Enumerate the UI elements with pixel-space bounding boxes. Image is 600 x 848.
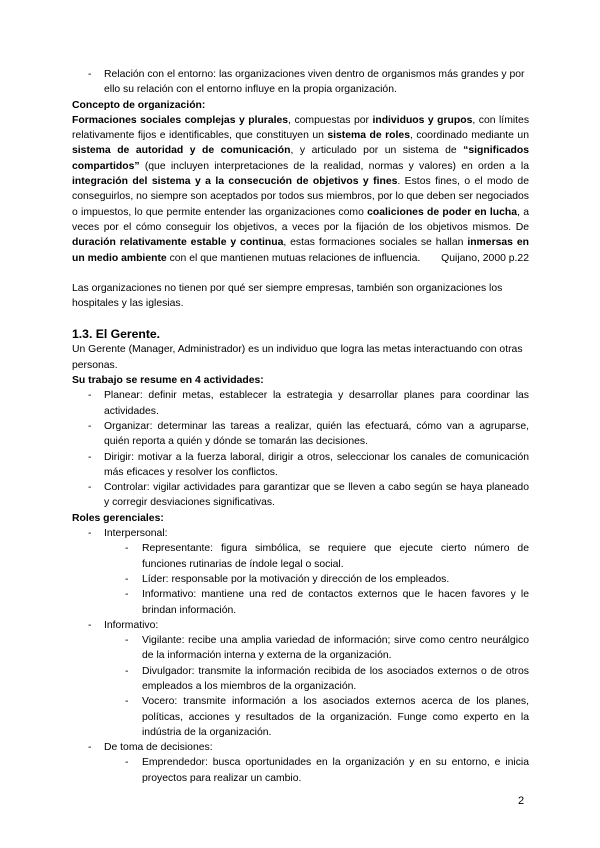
list-item: - Representante: figura simbólica, se requiere que ejecute cierto número de funciones rutinarias de índole legal o social. — [125, 543, 529, 570]
concepto-heading: Concepto de organización: — [72, 99, 206, 111]
list-item: - Divulgador: transmite la información recibida de los asociados externos o de otros empleados a los miembros de la organización. — [125, 665, 529, 692]
decisiones-roles — [72, 755, 529, 786]
list-item: - Líder: responsable por la motivación y dirección de los empleados. — [125, 573, 450, 585]
interpersonal-roles — [72, 541, 529, 617]
note-paragraph: Las organizaciones no tienen por qué ser siempre empresas, también son organizaciones los hospitales y las iglesias. — [72, 282, 503, 310]
list-item: - Controlar: vigilar actividades para garantizar que se lleven a cabo según se haya planeado y corregir desviaciones significativas. — [88, 482, 529, 509]
role-group-interpersonal: - Interpersonal: — [88, 528, 168, 540]
list-item: - Informativo: mantiene una red de contactos externos que le hacen favores y le brindan información. — [125, 589, 529, 616]
role-group-informativo: - Informativo: — [88, 619, 159, 631]
list-item — [72, 67, 529, 98]
list-item: - Planear: definir metas, establecer la estrategia y desarrollar planes para coordinar las actividades. — [88, 390, 529, 417]
concepto-paragraph: Formaciones sociales complejas y plurales, compuestas por individuos y grupos, con límites relativamente fijos e identificables, que constituyen un sistema de roles, coordinado mediante un sistema de autoridad y de comunicación, y articulado por un sistema de “significados compartidos” (que incluyen interpretaciones de la realidad, normas y valores) en orden a la integración del sistema y a la consecución de objetivos y fines. Estos fines, o el modo de conseguirlos, no siempre son aceptados por todos sus miembros, por lo que deben ser negociados o impuestos, lo que permite entender las organizaciones como coaliciones de poder en lucha, a veces por el cómo conseguir los objetivos, a veces por la fijación de los objetivos mismos. De duración relativamente estable y continua, estas formaciones sociales se hallan inmersas en un medio ambiente con el que mantienen mutuas relaciones de influencia. Quijano, 2000 p.22 — [72, 113, 529, 266]
page-number: 2 — [518, 795, 525, 807]
roles-heading: Roles gerenciales: — [72, 512, 164, 524]
activities-list — [72, 388, 529, 510]
list-item: - Emprendedor: busca oportunidades en la organización y en su entorno, e inicia proyectos para realizar un cambio. — [125, 757, 529, 784]
section-title: 1.3. El Gerente. — [72, 327, 161, 342]
document-page — [72, 67, 529, 786]
gerente-definition: Un Gerente (Manager, Administrador) es un individuo que logra las metas interactuando con otras personas. — [72, 344, 523, 371]
informativo-roles — [72, 633, 529, 740]
intro-list — [72, 67, 529, 98]
list-item: - Vocero: transmite información a los asociados externos acerca de los planes, políticas, acciones y resultados de la organización. Funge como experto en la indústria de la organización. — [125, 696, 529, 738]
roles-list — [72, 526, 529, 541]
role-group-decisiones: - De toma de decisiones: — [88, 742, 213, 754]
citation: Quijano, 2000 p.22 — [441, 252, 529, 264]
list-item: - Dirigir: motivar a la fuerza laboral, dirigir a otros, seleccionar los canales de comunicación más eficaces y resolver los conflictos. — [88, 451, 529, 478]
list-item-text: Relación con el entorno: las organizaciones viven dentro de organismos más grandes y por ello su relación con el entorno influye en la propia organización. — [104, 69, 525, 96]
list-item: - Vigilante: recibe una amplia variedad de información; sirve como centro neurálgico de la información interna y externa de la organización. — [125, 635, 529, 662]
activities-heading: Su trabajo se resume en 4 actividades: — [72, 375, 264, 387]
list-item: - Organizar: determinar las tareas a realizar, quién las efectuará, cómo van a agruparse, quién reporta a quién y dónde se tomarán las decisiones. — [88, 420, 529, 448]
bullet-dash: - — [88, 69, 92, 80]
